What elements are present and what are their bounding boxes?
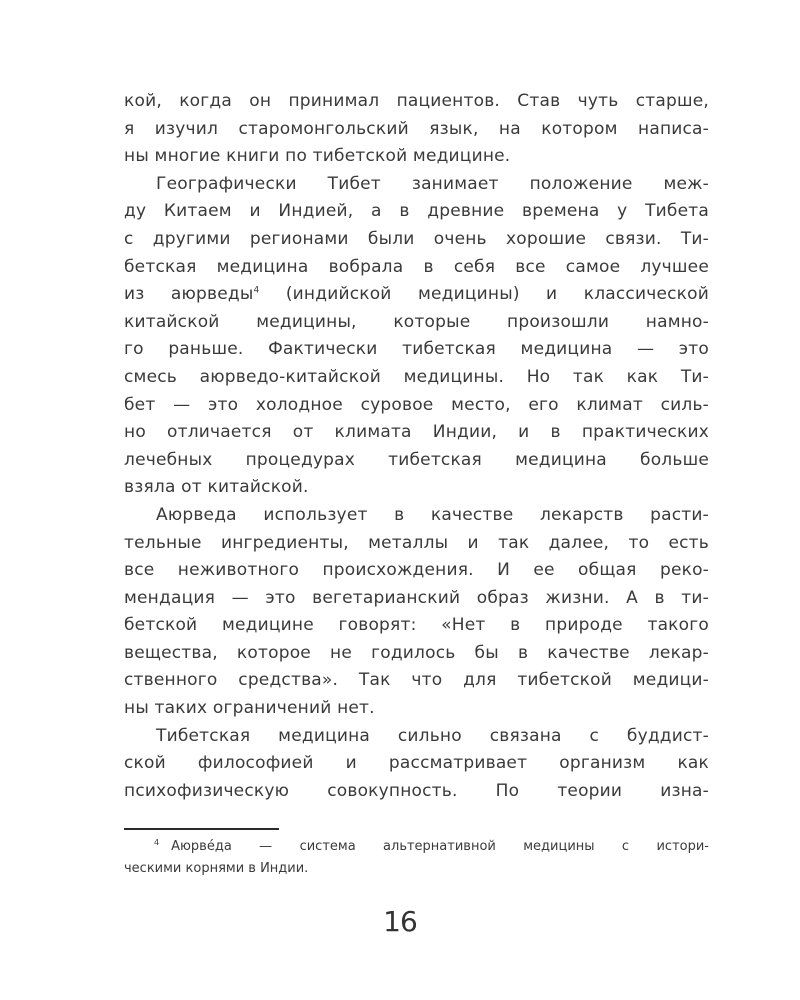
footnote xyxy=(124,836,709,880)
text-fragment: из аюрведы xyxy=(124,284,254,305)
text-line: я изучил старомонгольский язык, на котором написа- xyxy=(124,118,709,139)
text-line: но отличается от климата Индии, и в практических xyxy=(124,422,709,443)
text-line: вещества, которое не годилось бы в качестве лекар- xyxy=(124,642,709,663)
text-fragment: (индийской медицины) и классической xyxy=(285,284,709,305)
text-line: взяла от китайской. xyxy=(124,477,309,498)
footnote-divider xyxy=(124,828,279,830)
text-line: тельные ингредиенты, металлы и так далее, то есть xyxy=(124,532,709,553)
text-line: ны многие книги по тибетской медицине. xyxy=(124,146,511,167)
text-line: го раньше. Фактически тибетская медицина — это xyxy=(124,339,709,360)
text-line: бет — это холодное суровое место, его климат силь- xyxy=(124,394,709,415)
text-line: ду Китаем и Индией, а в древние времена у Тибета xyxy=(124,201,709,222)
text-line: бетская медицина вобрала в себя все самое лучшее xyxy=(124,256,709,277)
footnote-number: 4 xyxy=(154,837,160,847)
page-body-text xyxy=(124,88,709,805)
text-line-with-footnote xyxy=(124,281,709,309)
text-line: Тибетская медицина сильно связана с буддист- xyxy=(156,725,709,746)
footnote-line xyxy=(124,836,709,858)
text-line: ственного средства». Так что для тибетской медици- xyxy=(124,670,709,691)
text-line: бетской медицине говорят: «Нет в природе такого xyxy=(124,615,709,636)
text-line: мендация — это вегетарианский образ жизни. А в ти- xyxy=(124,587,709,608)
text-line: смесь аюрведо-китайской медицины. Но так как Ти- xyxy=(124,366,709,387)
text-line: китайской медицины, которые произошли намно- xyxy=(124,311,709,332)
footnote-text: Аюрве́да — система альтернативной медицины с истори- xyxy=(171,839,709,854)
text-line: психофизическую совокупность. По теории изна- xyxy=(124,780,709,801)
text-line: с другими регионами были очень хорошие связи. Ти- xyxy=(124,228,709,249)
text-line: лечебных процедурах тибетская медицина больше xyxy=(124,449,709,470)
page-number: 16 xyxy=(383,905,417,938)
text-line: все неживотного происхождения. И ее общая реко- xyxy=(124,560,709,581)
text-line: кой, когда он принимал пациентов. Став чуть старше, xyxy=(124,91,709,111)
text-line: ской философией и рассматривает организм как xyxy=(124,753,709,774)
footnote-line: ческими корнями в Индии. xyxy=(124,861,309,876)
text-line: ны таких ограничений нет. xyxy=(124,698,375,719)
text-line: Аюрведа использует в качестве лекарств расти- xyxy=(156,504,709,525)
footnote-reference: 4 xyxy=(253,285,260,296)
text-line: Географически Тибет занимает положение меж- xyxy=(156,173,709,194)
